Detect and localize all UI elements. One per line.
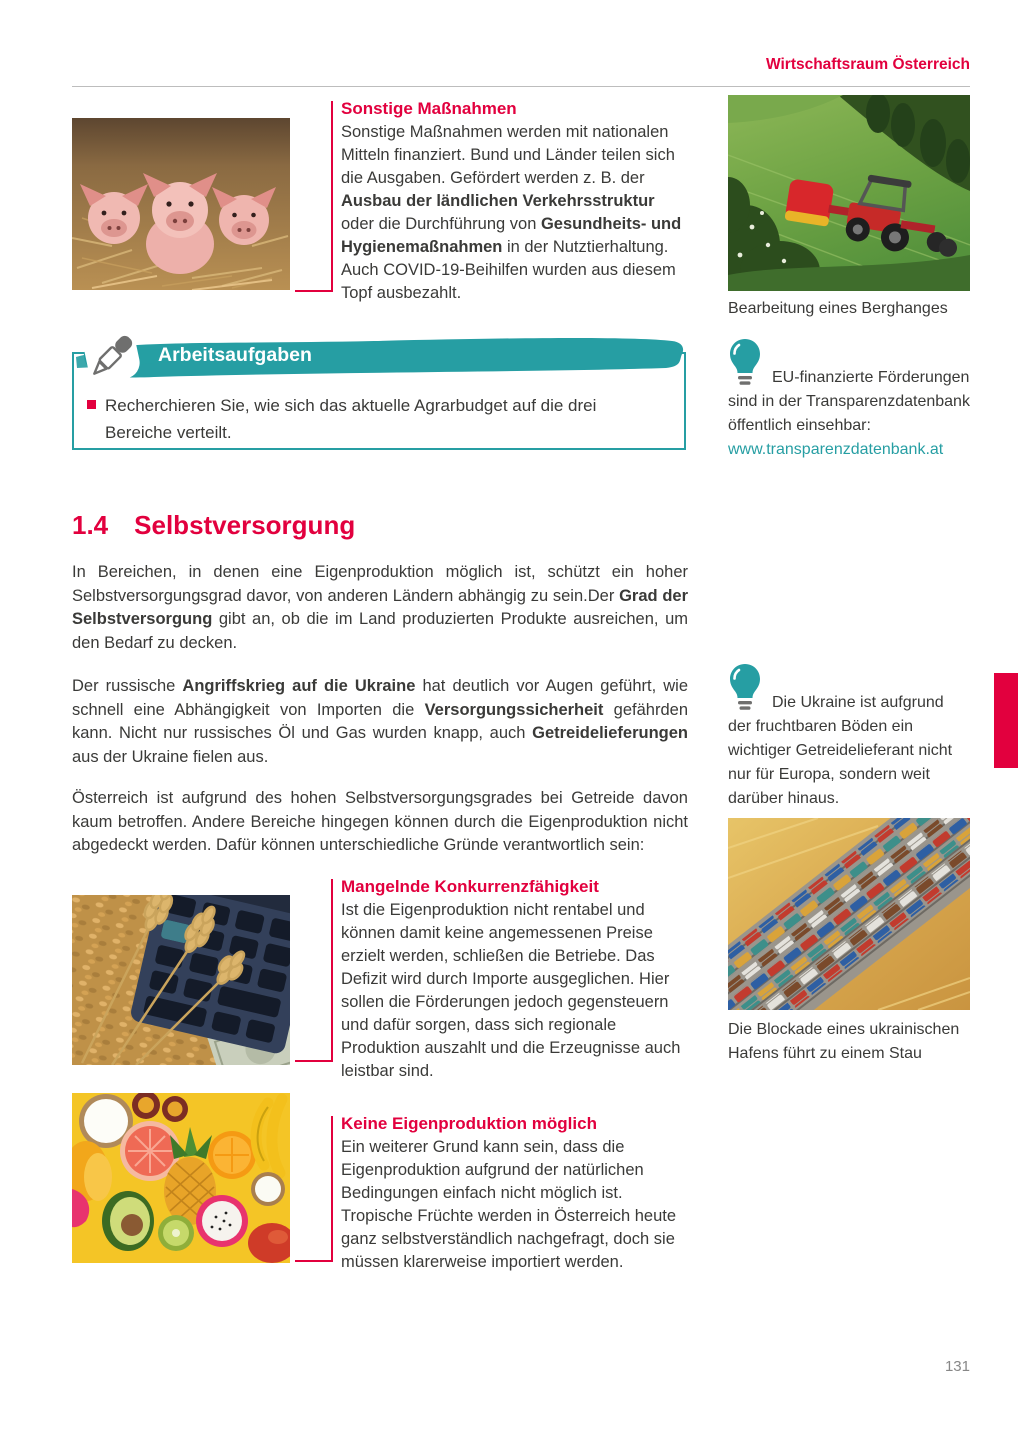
pen-icon [80,324,144,388]
header-rule [72,86,970,87]
task-bullet-icon [87,400,96,409]
keine-block [341,1112,689,1274]
connector-line-vertical [331,101,333,292]
sonstige-paragraph: Sonstige Maßnahmen werden mit nationalen Mitteln finanziert. Bund und Länder teilen sich die Ausgaben. Gefördert werden z. B. der Ausbau der ländlichen Verkehrsstruktur oder die Durchführung von Gesundheits- und Hygienemaßnahmen in der Nutztierhaltung. Auch COVID-19-Beihilfen wurden aus diesem Topf ausbezahlt. [341,123,682,302]
keine-paragraph: Ein weiterer Grund kann sein, dass die Eigenproduktion aufgrund der natürlichen Bedingungen einfach nicht möglich ist. Tropische Früchte werden in Österreich heute ganz selbstverständlich nachgefragt, doch sie müssen klarerweise importiert werden. [341,1138,677,1271]
keine-heading: Keine Eigenproduktion möglich [341,1114,597,1133]
photo-wheat-calculator [72,895,290,1065]
tip-text: Die Ukraine ist aufgrund der fruchtbaren Böden ein wichtiger Getreidelieferant nicht nur für Europa, sondern weit darüber hinaus. [728,694,953,807]
section-heading [72,510,355,541]
lightbulb-icon [728,663,762,711]
chapter-edge-tab [994,673,1018,768]
tip-ukraine [728,663,970,811]
task-text: Recherchieren Sie, wie sich das aktuelle Agrarbudget auf die drei Bereiche verteilt. [105,396,597,442]
caption-trains: Die Blockade eines ukrainischen Hafens führt zu einem Stau [728,1021,960,1062]
mangelnde-paragraph: Ist die Eigenproduktion nicht rentabel und können damit keine angemessenen Preise erzielt werden, schließen die Betriebe. Das Defizit wird durch Importe ausgeglichen. Hier sollen die Förderungen jedoch gegensteuern und dafür sorgen, dass sich regionale Produktion auszahlt und die Erzeugnisse auch leistbar sind. [341,901,681,1080]
paragraph-1: In Bereichen, in denen eine Eigenproduktion möglich ist, schützt ein hoher Selbstversorgungsgrad davor, von anderen Ländern abhängig zu sein.Der Grad der Selbstversorgung gibt an, ob die im Land produzierten Produkte ausreichen, um den Bedarf zu decken. [72,563,688,652]
sonstige-heading: Sonstige Maßnahmen [341,99,517,118]
mangelnde-block [341,875,689,1083]
connector-line-horizontal [295,290,333,292]
lightbulb-icon [728,338,762,386]
paragraph-3: Österreich ist aufgrund des hohen Selbstversorgungsgrades bei Getreide davon kaum betroffen. Andere Bereiche hingegen können durch die Eigenproduktion nicht abgedeckt werden. Dafür können unterschiedliche Gründe verantwortlich sein: [72,789,688,854]
paragraph-2: Der russische Angriffskrieg auf die Ukraine hat deutlich vor Augen geführt, wie schnell eine Abhängigkeit von Importen die Versorgungssicherheit gefährden kann. Nicht nur russisches Öl und Gas wurden knapp, auch Getreidelieferungen aus der Ukraine fielen aus. [72,677,689,766]
connector-line-horizontal [295,1060,333,1062]
connector-line-vertical [331,1116,333,1262]
task-item [87,392,667,446]
running-header: Wirtschaftsraum Österreich [765,56,970,73]
photo-train-blockade [728,818,970,1010]
connector-line-vertical [331,879,333,1062]
caption-tractor: Bearbeitung eines Berghanges [728,300,948,317]
section-number: 1.4 [72,510,109,540]
tip-text: EU-finanzierte Förderungen sind in der Transparenzdatenbank öffentlich einsehbar: [728,369,970,434]
tasks-banner-title: Arbeitsaufgaben [158,344,312,366]
page-number: 131 [944,1358,970,1375]
connector-line-horizontal [295,1260,333,1262]
tip-eu-foerderungen [728,338,970,462]
photo-piglets [72,118,290,290]
transparenzdatenbank-link[interactable]: www.transparenzdatenbank.at [728,441,944,458]
sonstige-block [341,97,689,305]
photo-tractor-hillside [728,95,970,291]
photo-tropical-fruits [72,1093,290,1263]
mangelnde-heading: Mangelnde Konkurrenzfähigkeit [341,877,599,896]
section-title: Selbstversorgung [134,510,356,540]
